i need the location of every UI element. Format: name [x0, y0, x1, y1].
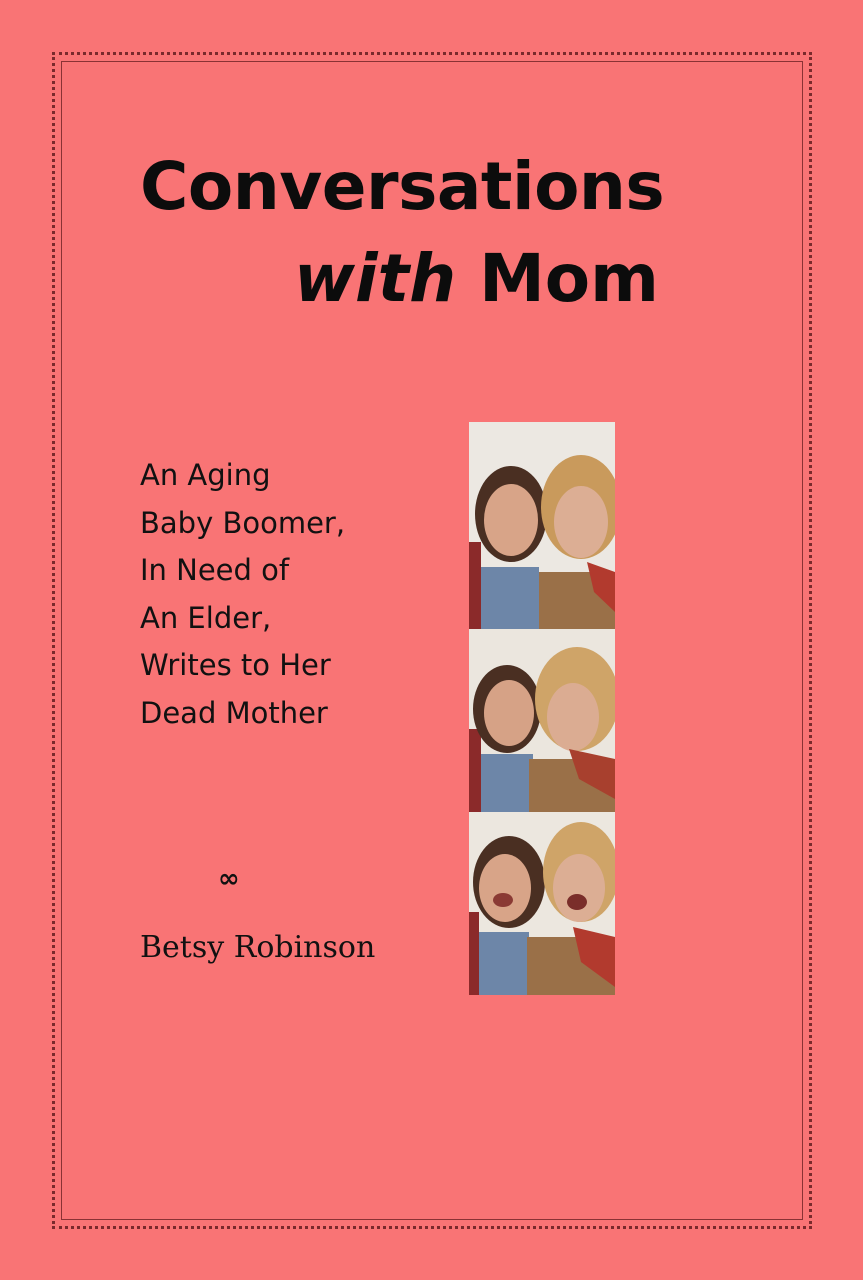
subtitle	[140, 452, 440, 737]
subtitle-line: An Aging	[140, 458, 271, 492]
photo-frame-3	[469, 812, 615, 995]
author-name: Betsy Robinson	[140, 930, 376, 965]
photo-frame-2	[469, 629, 615, 812]
subtitle-line: In Need of	[140, 553, 290, 587]
title-line-2	[294, 240, 659, 317]
subtitle-line: An Elder,	[140, 600, 272, 635]
subtitle-line: Writes to Her	[140, 648, 331, 682]
title-mom: Mom	[479, 240, 659, 317]
infinity-icon: ∞	[218, 864, 240, 894]
title-with: with	[294, 240, 457, 317]
subtitle-line: Dead Mother	[140, 695, 328, 730]
photo-booth-strip	[469, 422, 615, 995]
photo-frame-1	[469, 422, 615, 629]
title-line-1: Conversations	[140, 148, 665, 225]
subtitle-line: Baby Boomer,	[140, 505, 346, 540]
